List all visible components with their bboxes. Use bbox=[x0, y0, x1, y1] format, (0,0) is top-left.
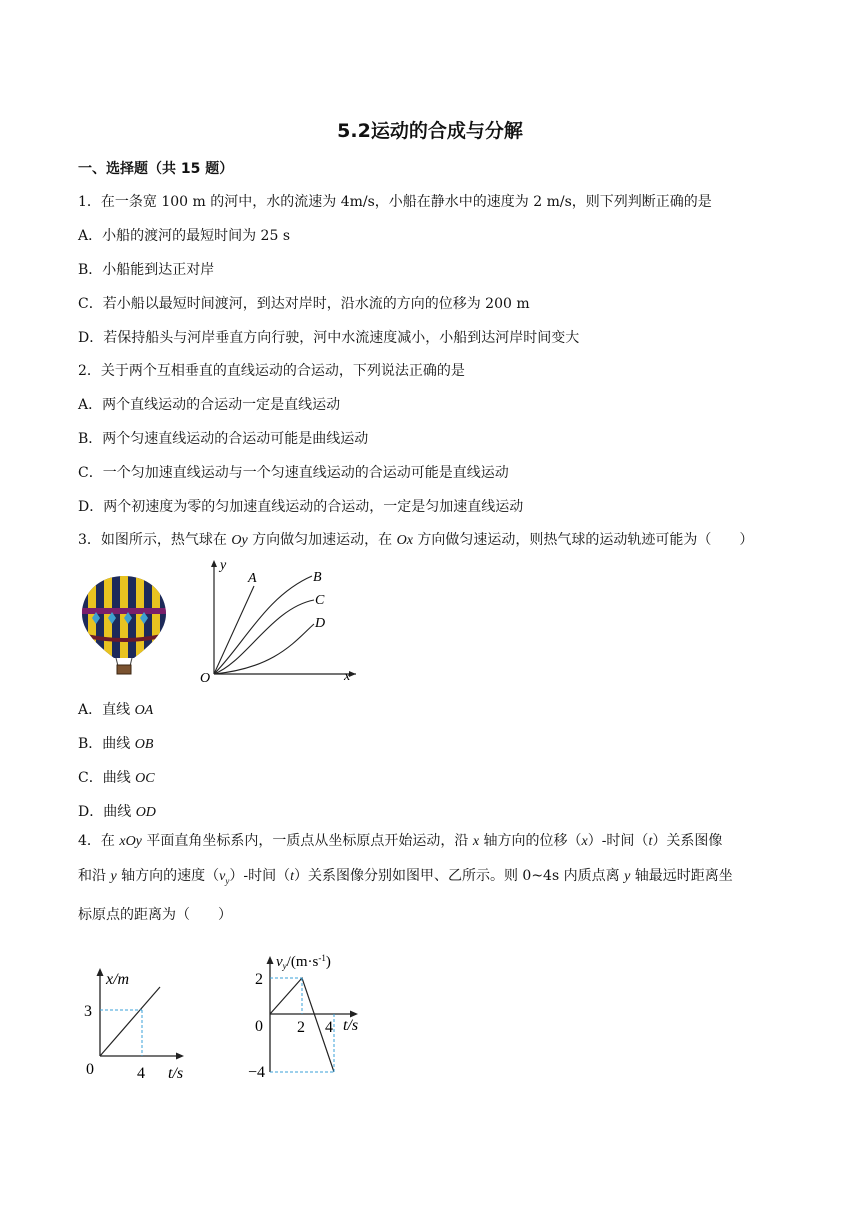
vy-t-xlabel: t/s bbox=[343, 1017, 359, 1034]
q3-option-b[interactable]: B．曲线 OB bbox=[78, 736, 154, 752]
q1-stem: 1．在一条宽 100 m 的河中，水的流速为 4m/s，小船在静水中的速度为 2 m/s，则下列判断正确的是 bbox=[78, 194, 712, 210]
vy-t-xtick-2: 2 bbox=[297, 1019, 305, 1036]
curve-label-a: A bbox=[248, 571, 257, 586]
curve-ob bbox=[214, 576, 312, 674]
q1-option-c[interactable]: C．若小船以最短时间渡河，到达对岸时，沿水流的方向的位移为 200 m bbox=[78, 296, 530, 312]
x-t-ytick: 3 bbox=[84, 1003, 92, 1020]
y-axis-label: y bbox=[220, 558, 227, 573]
q2-option-b[interactable]: B．两个匀速直线运动的合运动可能是曲线运动 bbox=[78, 431, 369, 447]
vy-t-xtick-4: 4 bbox=[325, 1019, 333, 1036]
q3-stem: 3．如图所示，热气球在 Oy 方向做匀加速运动，在 Ox 方向做匀速运动，则热气球的运动轨迹可能为（ ） bbox=[78, 532, 754, 548]
q2-option-c[interactable]: C．一个匀加速直线运动与一个匀速直线运动的合运动可能是直线运动 bbox=[78, 465, 509, 481]
q1-option-b[interactable]: B．小船能到达正对岸 bbox=[78, 262, 215, 278]
x-axis-label: x bbox=[344, 669, 351, 684]
graph-vy-t bbox=[246, 944, 376, 1084]
vy-t-ypos: 2 bbox=[255, 971, 263, 988]
q4-stem-line-1: 4．在 xOy 平面直角坐标系内，一质点从坐标原点开始运动，沿 x 轴方向的位移（x）-时间（t）关系图像 bbox=[78, 833, 723, 849]
vy-t-origin: 0 bbox=[255, 1018, 263, 1035]
vy-t-ylabel: $v_y/(m\cdot s^{-1})$ bbox=[276, 953, 331, 971]
q3-option-a[interactable]: A．直线 OA bbox=[78, 702, 154, 718]
q2-stem: 2．关于两个互相垂直的直线运动的合运动，下列说法正确的是 bbox=[78, 363, 465, 379]
q2-option-a[interactable]: A．两个直线运动的合运动一定是直线运动 bbox=[78, 397, 341, 413]
x-t-line bbox=[100, 987, 160, 1056]
q3-option-c[interactable]: C．曲线 OC bbox=[78, 770, 155, 786]
trajectory-figure bbox=[196, 556, 362, 690]
page-title: 5.2运动的合成与分解 bbox=[337, 120, 523, 142]
hot-air-balloon-image bbox=[78, 572, 170, 676]
curve-label-c: C bbox=[315, 593, 325, 608]
x-t-ylabel: x/m bbox=[106, 971, 130, 988]
q3-option-d[interactable]: D．曲线 OD bbox=[78, 804, 156, 820]
q2-option-d[interactable]: D．两个初速度为零的匀加速直线运动的合运动，一定是匀加速直线运动 bbox=[78, 499, 524, 515]
q4-stem-line-3: 标原点的距离为（ ） bbox=[78, 906, 232, 923]
x-t-xlabel: t/s bbox=[168, 1065, 184, 1082]
q4-stem-line-2: 和沿 y 轴方向的速度$(v_y)-$时间（t）关系图像分别如图甲、乙所示。则 0~4s 内质点离 y 轴最远时距离坐 bbox=[78, 868, 733, 886]
curve-label-d: D bbox=[315, 616, 326, 631]
x-t-xtick: 4 bbox=[137, 1065, 145, 1082]
curve-oc bbox=[214, 600, 314, 674]
q4-stem bbox=[78, 824, 788, 932]
q1-option-a[interactable]: A．小船的渡河的最短时间为 25 s bbox=[78, 228, 291, 244]
graph-x-t bbox=[78, 960, 208, 1084]
x-t-origin: 0 bbox=[86, 1061, 94, 1078]
curve-label-b: B bbox=[313, 570, 322, 585]
origin-label: O bbox=[200, 671, 211, 686]
section-heading: 一、选择题（共 15 题） bbox=[78, 161, 234, 177]
vy-t-yneg: −4 bbox=[248, 1064, 266, 1081]
q1-option-d[interactable]: D．若保持船头与河岸垂直方向行驶，河中水流速度减小，小船到达河岸时间变大 bbox=[78, 330, 580, 346]
